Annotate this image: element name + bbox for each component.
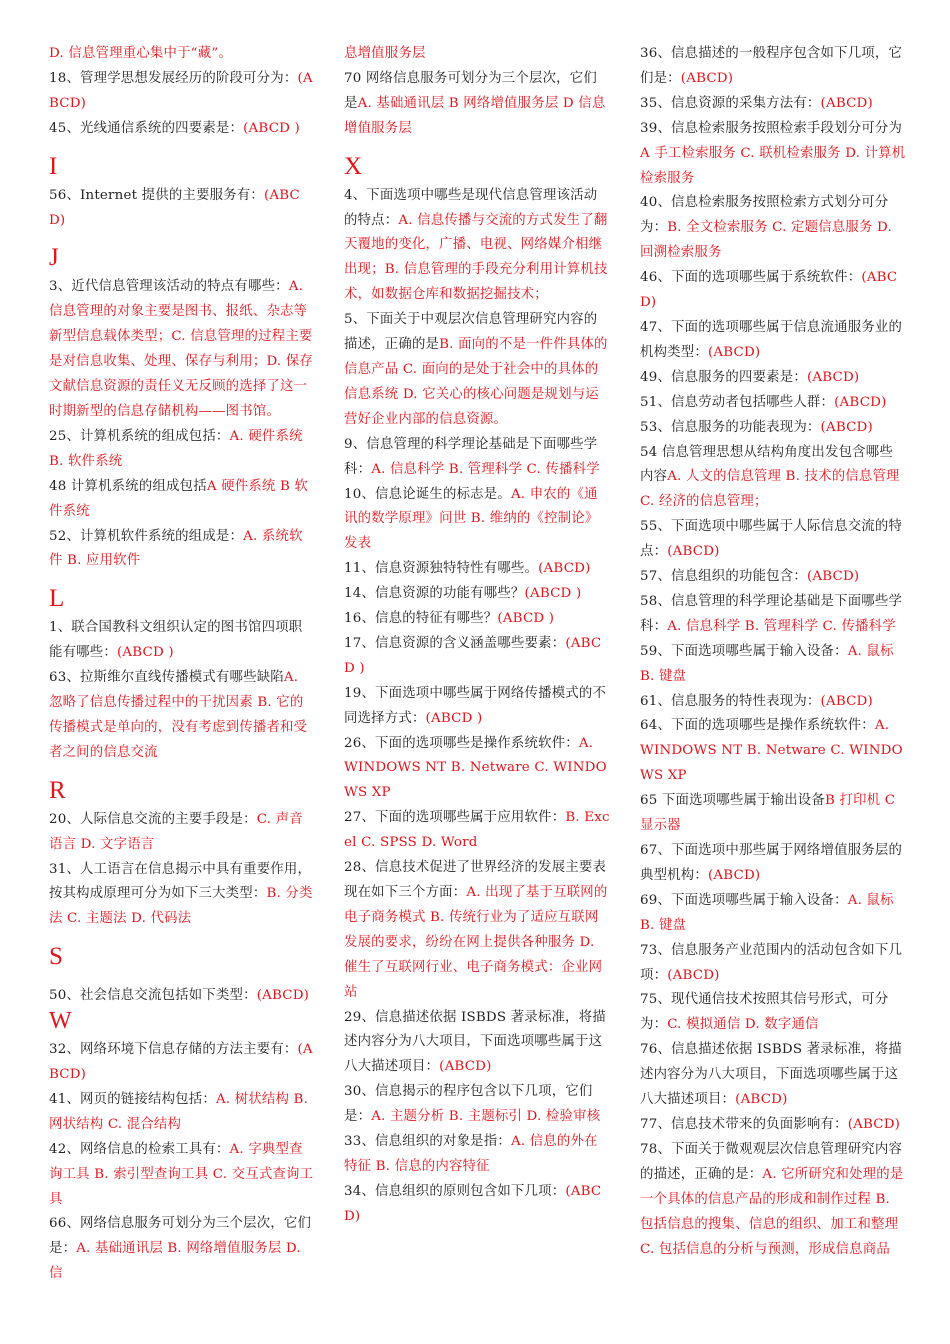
answer-text: (ABCD ) <box>344 635 602 676</box>
question-item <box>344 1080 610 1130</box>
question-text: 36、信息描述的一般程序包含如下几项，它们是： <box>640 46 903 86</box>
question-item <box>640 1038 906 1113</box>
question-text: 61、信息服务的特性表现为： <box>640 693 821 709</box>
section-letter: X <box>344 152 363 180</box>
question-text: 57、信息组织的功能包含： <box>640 569 807 585</box>
question-text: 77、信息技术带来的负面影响有： <box>640 1116 848 1132</box>
question-item <box>344 732 610 807</box>
question-text: 51、信息劳动者包括哪些人群： <box>640 394 835 410</box>
question-text: 58、信息管理的科学理论基础是下面哪些学科： <box>640 593 903 634</box>
question-item <box>344 806 610 856</box>
question-item <box>640 191 906 266</box>
answer-text: A. WINDOWS NT B. Netware C. WINDOWS XP <box>640 718 903 784</box>
section-letter: W <box>49 1008 72 1035</box>
question-text: 63、拉斯维尔直线传播模式有哪些缺陷 <box>49 670 284 686</box>
answer-text: A 硬件系统 B 软件系统 <box>49 478 309 519</box>
question-item <box>640 1138 906 1263</box>
question-item <box>640 515 906 565</box>
section-letter: I <box>49 152 58 180</box>
question-text: 40、信息检索服务按照检索方式划分可分为： <box>640 195 889 236</box>
answer-text: A. 基础通讯层 B. 网络增值服务层 D. 信 <box>49 1241 301 1282</box>
question-item <box>49 525 315 575</box>
question-text: 30、信息揭示的程序包含以下几项，它们是： <box>344 1084 593 1125</box>
column-left <box>49 42 315 1287</box>
question-text: 42、网络信息的检索工具有： <box>49 1141 230 1157</box>
answer-text: B. Excel C. SPSS D. Word <box>344 810 610 851</box>
question-text: 35、信息资源的采集方法有： <box>640 95 821 111</box>
spacer <box>49 974 315 984</box>
answer-text: (ABCD) <box>707 867 761 883</box>
question-item <box>49 808 315 858</box>
question-text: 33、信息组织的对象是指： <box>344 1134 511 1150</box>
question-item <box>49 1038 315 1088</box>
question-item <box>344 1130 610 1180</box>
question-item <box>344 607 610 632</box>
answer-text: A 手工检索服务 C. 联机检索服务 D. 计算机检索服务 <box>640 145 906 186</box>
answer-text: C. 声音语言 D. 文字语言 <box>49 811 303 852</box>
question-text: 16、信息的特征有哪些？ <box>344 611 498 627</box>
question-text: 10、信息论诞生的标志是。 <box>344 486 511 502</box>
answer-text: (ABCD) <box>707 344 761 360</box>
answer-text: (ABCD) <box>847 1116 901 1132</box>
answer-text: A. 基础通讯层 B 网络增值服务层 D 信息增值服务层 <box>344 95 606 136</box>
question-text: 14、信息资源的功能有哪些？ <box>344 586 525 602</box>
question-text: 73、信息服务产业范围内的活动包含如下几项： <box>640 942 903 983</box>
question-text: 4、下面选项中哪些是现代信息管理该活动的特点： <box>344 187 598 228</box>
answer-text: D. 信息管理重心集中于“藏”。 <box>49 46 232 61</box>
question-item <box>49 67 315 117</box>
question-item <box>49 984 315 1038</box>
question-item <box>49 616 315 666</box>
question-text: 52、计算机软件系统的组成是： <box>49 528 244 544</box>
question-text: 54 信息管理思想从结构角度出发包含哪些内容 <box>640 444 893 485</box>
question-item <box>49 117 315 142</box>
question-text: 49、信息服务的四要素是： <box>640 369 807 385</box>
answer-text: (ABCD) <box>806 369 860 385</box>
answer-text: A. 信息科学 B. 管理科学 C. 传播科学 <box>667 618 896 634</box>
question-item <box>640 266 906 316</box>
answer-text: B. 分类法 C. 主题法 D. 代码法 <box>49 886 313 927</box>
answer-text: A. 申农的《通讯的数学原理》问世 B. 维纳的《控制论》发表 <box>344 486 599 552</box>
answer-text: B 打印机 C 显示器 <box>640 793 896 834</box>
question-text: 69、下面选项哪些属于输入设备： <box>640 892 848 908</box>
answer-text: (ABCD) <box>344 1183 602 1224</box>
question-text: 53、信息服务的功能表现为： <box>640 419 821 435</box>
answer-text: (ABCD) <box>806 569 860 585</box>
answer-text: A. 信息管理的对象主要是图书、报纸、杂志等新型信息载体类型；C. 信息管理的过程主要是对信息收集、处理、保存与利用；D. 保存文献信息资源的责任义无反顾的选择了这一时期新型的信息存储机构——图书馆。 <box>49 279 314 419</box>
question-text: 56、Internet 提供的主要服务有： <box>49 187 264 203</box>
question-text: 48 计算机系统的组成包括 <box>49 478 207 494</box>
answer-text: A. 信息的外在特征 B. 信息的内容特征 <box>344 1134 598 1174</box>
answer-text: A. 鼠标 B. 键盘 <box>640 892 894 933</box>
question-item <box>49 475 315 525</box>
question-text: 67、下面选项中那些属于网络增值服务层的典型机构： <box>640 843 903 883</box>
answer-text: (ABCD) <box>735 1092 788 1108</box>
question-item <box>344 1180 610 1230</box>
question-text: 3、近代信息管理该活动的特点有哪些： <box>49 279 289 295</box>
answer-text: (ABCD) <box>49 70 313 111</box>
section-letter: J <box>49 244 59 272</box>
question-text: 34、信息组织的原则包含如下几项： <box>344 1183 566 1199</box>
answer-text: (ABCD) <box>49 1042 313 1082</box>
answer-text: A. 忽略了信息传播过程中的干扰因素 B. 它的传播模式是单向的，没有考虑到传播者和受者之间的信息交流 <box>49 670 308 760</box>
question-text: 17、信息资源的含义涵盖哪些要素： <box>344 635 566 651</box>
answer-text: A. 人文的信息管理 B. 技术的信息管理 C. 经济的信息管理； <box>640 469 900 510</box>
answer-text: 息增值服务层 <box>344 46 426 61</box>
answer-text: A. 它所研究和处理的是一个具体的信息产品的形成和制作过程 B. 包括信息的搜集、信息的组织、加工和整理 C. 包括信息的分析与预测，形成信息商品 <box>640 1166 904 1257</box>
answer-text: (ABCD ) <box>497 611 555 627</box>
answer-text: (ABCD) <box>49 187 300 228</box>
question-item <box>49 858 315 933</box>
question-text: 64、下面的选项哪些是操作系统软件： <box>640 718 875 734</box>
question-text: 59、下面选项哪些属于输入设备： <box>640 643 848 659</box>
question-item <box>640 789 906 839</box>
question-item <box>640 366 906 391</box>
question-text: 32、网络环境下信息存储的方法主要有： <box>49 1042 298 1058</box>
question-text: 46、下面的选项哪些属于系统软件： <box>640 270 862 286</box>
question-item <box>640 441 906 516</box>
question-item <box>49 1088 315 1138</box>
question-item <box>640 316 906 366</box>
answer-text: A. 信息传播与交流的方式发生了翻天覆地的变化，广播、电视、网络媒介相继出现；B. 信息管理的手段充分利用计算机技术，如数据仓库和数据挖掘技术； <box>344 212 608 303</box>
answer-text: B. 全文检索服务 C. 定题信息服务 D. 回溯检索服务 <box>640 220 892 261</box>
question-text: 9、信息管理的科学理论基础是下面哪些学科： <box>344 436 598 477</box>
answer-text: A. 出现了基于互联网的电子商务模式 B. 传统行业为了适应互联网发展的要求，纷纷在网上提供各种服务 D. 催生了互联网行业、电子商务模式：企业网站 <box>344 885 608 1000</box>
question-item <box>640 939 906 989</box>
answer-text: A. 鼠标 B. 键盘 <box>640 643 894 684</box>
question-item <box>640 640 906 690</box>
question-item <box>640 42 906 92</box>
question-text: 39、信息检索服务按照检索手段划分可分为 <box>640 120 903 136</box>
question-text: 27、下面的选项哪些属于应用软件： <box>344 810 566 826</box>
answer-text: A. 树状结构 B. 网状结构 C. 混合结构 <box>49 1091 309 1132</box>
answer-text: A. 系统软件 B. 应用软件 <box>49 528 303 569</box>
question-item <box>640 1113 906 1138</box>
question-text: 55、下面选项中哪些属于人际信息交流的特点： <box>640 519 903 560</box>
question-item <box>640 690 906 715</box>
question-text: 41、网页的链接结构包括： <box>49 1091 216 1107</box>
question-text: 25、计算机系统的组成包括： <box>49 428 230 444</box>
question-item <box>49 425 315 475</box>
answer-text: (ABCD ) <box>243 120 300 136</box>
question-text: 66、网络信息服务可划分为三个层次，它们是： <box>49 1216 312 1257</box>
question-item <box>344 42 610 67</box>
question-item <box>344 1006 610 1081</box>
question-item <box>49 184 315 234</box>
question-text: 31、人工语言在信息揭示中具有重要作用，按其构成原理可分为如下三大类型： <box>49 861 312 902</box>
answer-text: A. WINDOWS NT B. Netware C. WINDOWS XP <box>344 735 607 801</box>
question-item <box>344 582 610 607</box>
question-text: 78、下面关于微观观层次信息管理研究内容的描述，正确的是： <box>640 1141 903 1182</box>
question-text: 29、信息描述依据 ISBDS 著录标准，将描述内容分为八大项目，下面选项哪些属于这八大描述项目： <box>344 1009 606 1075</box>
question-item <box>49 1212 315 1287</box>
answer-text: (ABCD) <box>820 693 873 709</box>
answer-text: B. 面向的不是一件件具体的信息产品 C. 面向的是处于社会中的具体的信息系统 D. 它关心的核心问题是规划与运营好企业内部的信息资源。 <box>344 337 608 427</box>
answer-text: A. 硬件系统 B. 软件系统 <box>49 428 303 469</box>
question-item <box>344 483 610 558</box>
question-item <box>640 889 906 939</box>
question-item <box>344 856 610 1005</box>
section-letter: R <box>49 776 66 804</box>
question-text: 1、联合国教科文组织认定的图书馆四项职能有哪些： <box>49 620 303 661</box>
question-text: 70 网络信息服务可划分为三个层次，它们是 <box>344 70 597 111</box>
question-item <box>49 275 315 424</box>
question-item <box>49 666 315 766</box>
question-item <box>640 714 906 789</box>
question-item <box>344 557 610 582</box>
question-text: 18、管理学思想发展经历的阶段可分为： <box>49 70 298 86</box>
question-item <box>640 839 906 889</box>
column-right <box>640 42 906 1262</box>
question-text: 11、信息资源独特特性有哪些。 <box>344 561 539 577</box>
answer-text: (ABCD) <box>834 394 887 410</box>
question-text: 26、下面的选项哪些是操作系统软件： <box>344 735 579 751</box>
answer-text: (ABCD ) <box>524 586 582 602</box>
answer-text: (ABCD) <box>439 1059 492 1075</box>
answer-text: (ABCD) <box>680 70 734 86</box>
answer-text: A. 字典型查询工具 B. 索引型查询工具 C. 交互式查询工具 <box>49 1141 314 1207</box>
answer-text: C. 模拟通信 D. 数字通信 <box>667 1017 819 1033</box>
question-text: 20、人际信息交流的主要手段是： <box>49 811 257 827</box>
question-text: 47、下面的选项哪些属于信息流通服务业的机构类型： <box>640 319 903 360</box>
question-item <box>49 1138 315 1213</box>
question-item <box>640 988 906 1038</box>
question-item <box>49 42 315 67</box>
section-letter: L <box>49 585 65 613</box>
question-text: 28、信息技术促进了世界经济的发展主要表现在如下三个方面： <box>344 860 607 900</box>
question-item <box>344 308 610 433</box>
question-text: 76、信息描述依据 ISBDS 著录标准，将描述内容分为八大项目，下面选项哪些属于这八大描述项目： <box>640 1042 902 1108</box>
question-item <box>640 590 906 640</box>
question-text: 65 下面选项哪些属于输出设备 <box>640 793 825 809</box>
question-text: 5、下面关于中观层次信息管理研究内容的描述，正确的是 <box>344 312 598 353</box>
answer-text: A. 主题分析 B. 主题标引 D. 检验审核 <box>371 1109 601 1125</box>
question-item <box>640 391 906 416</box>
answer-text: (ABCD ) <box>116 645 174 661</box>
answer-text: (ABCD) <box>667 967 720 983</box>
answer-text: (ABCD) <box>256 988 310 1004</box>
column-middle <box>344 42 610 1230</box>
answer-text: A. 信息科学 B. 管理科学 C. 传播科学 <box>371 461 600 477</box>
question-item <box>640 117 906 192</box>
answer-text: (ABCD) <box>667 544 720 560</box>
section-letter: S <box>49 943 64 971</box>
answer-text: (ABCD) <box>538 561 591 577</box>
answer-text: (ABCD) <box>640 270 898 311</box>
question-item <box>640 565 906 590</box>
answer-text: (ABCD ) <box>425 710 483 726</box>
answer-text: (ABCD) <box>820 419 873 435</box>
question-item <box>344 433 610 483</box>
question-item <box>640 92 906 117</box>
answer-text: (ABCD) <box>820 95 873 111</box>
question-item <box>344 682 610 732</box>
question-text: 50、社会信息交流包括如下类型： <box>49 988 257 1004</box>
question-item <box>344 67 610 142</box>
question-item <box>640 416 906 441</box>
question-text: 19、下面选项中哪些属于网络传播模式的不同选择方式： <box>344 685 607 726</box>
question-item <box>344 632 610 682</box>
question-text: 75、现代通信技术按照其信号形式，可分为： <box>640 992 889 1033</box>
question-text: 45、光线通信系统的四要素是： <box>49 120 244 136</box>
question-item <box>344 184 610 309</box>
